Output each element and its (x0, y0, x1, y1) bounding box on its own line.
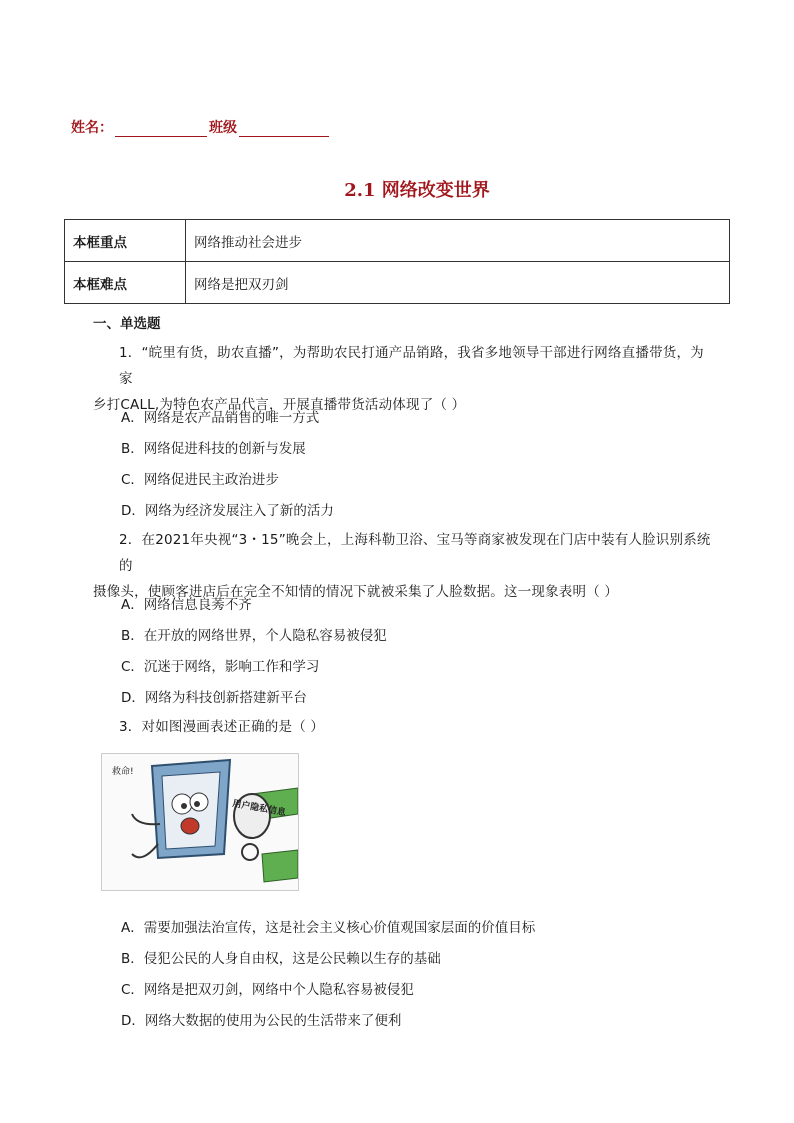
q2-option-a[interactable]: A．网络信息良莠不齐 (121, 597, 252, 613)
section-heading: 一、单选题 (93, 316, 161, 332)
q3-option-d[interactable]: D．网络大数据的使用为公民的生活带来了便利 (121, 1013, 402, 1029)
difficulty-value: 网络是把双刃剑 (186, 262, 730, 304)
q3-option-a[interactable]: A．需要加强法治宣传，这是社会主义核心价值观国家层面的价值目标 (121, 920, 536, 936)
name-class-line (71, 117, 329, 137)
table-row (65, 262, 730, 304)
q2-option-d[interactable]: D．网络为科技创新搭建新平台 (121, 690, 307, 706)
page-title: 2.1 网络改变世界 (344, 180, 490, 201)
focus-table (64, 219, 730, 304)
class-label: 班级 (209, 120, 237, 136)
table-row (65, 220, 730, 262)
cartoon-image (101, 753, 299, 891)
q2-option-c[interactable]: C．沉迷于网络，影响工作和学习 (121, 659, 320, 675)
question-2-line1: 2．在2021年央视“3・15”晚会上，上海科勒卫浴、宝马等商家被发现在门店中装有人脸识别系统的 (119, 532, 711, 574)
question-2-line2: 摄像头，使顾客进店后在完全不知情的情况下就被采集了人脸数据。这一现象表明（ ） (93, 584, 619, 600)
cartoon-drawing (102, 754, 298, 890)
difficulty-key: 本框难点 (65, 262, 186, 304)
cartoon-screen-text: 用户隐私信息 (231, 799, 287, 819)
focus-value: 网络推动社会进步 (186, 220, 730, 262)
question-3-line1: 3．对如图漫画表述正确的是（ ） (119, 719, 325, 735)
q2-option-b[interactable]: B．在开放的网络世界，个人隐私容易被侵犯 (121, 628, 387, 644)
question-3 (93, 714, 715, 740)
q1-option-b[interactable]: B．网络促进科技的创新与发展 (121, 441, 306, 457)
q1-option-c[interactable]: C．网络促进民主政治进步 (121, 472, 279, 488)
focus-key: 本框重点 (65, 220, 186, 262)
q1-option-d[interactable]: D．网络为经济发展注入了新的活力 (121, 503, 334, 519)
q3-option-c[interactable]: C．网络是把双刃剑，网络中个人隐私容易被侵犯 (121, 982, 414, 998)
question-1-line2: 乡打CALL,为特色农产品代言，开展直播带货活动体现了（ ） (93, 397, 466, 413)
name-blank[interactable] (115, 122, 207, 137)
q1-option-a[interactable]: A．网络是农产品销售的唯一方式 (121, 410, 320, 426)
q3-option-b[interactable]: B．侵犯公民的人身自由权，这是公民赖以生存的基础 (121, 951, 441, 967)
name-label: 姓名： (71, 120, 113, 136)
cartoon-cry: 救命! (112, 767, 134, 777)
class-blank[interactable] (239, 122, 329, 137)
question-1-line1: 1．“皖里有货，助农直播”，为帮助农民打通产品销路，我省多地领导干部进行网络直播带货，为家 (119, 345, 704, 387)
